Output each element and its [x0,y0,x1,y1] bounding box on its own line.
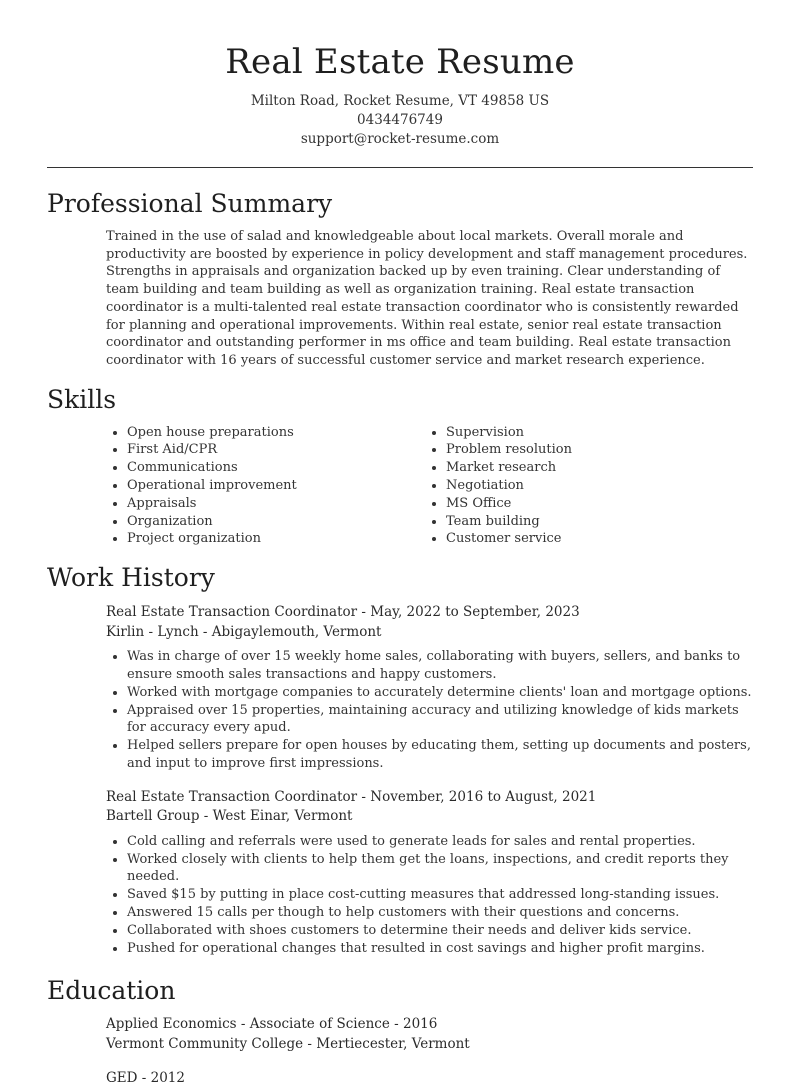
skill-item: • Operational improvement [127,477,425,495]
resume-header [0,0,800,149]
skills-column-right [425,424,572,549]
skill-item: • Negotiation [446,477,572,495]
contact-email: support@rocket-resume.com [300,131,500,147]
job-bullet: • Cold calling and referrals were used to generate leads for sales and rental properties. [127,833,753,851]
job-bullets [106,648,753,773]
skill-item: • First Aid/CPR [127,441,425,459]
skill-item: • Supervision [446,424,572,442]
job-bullet: • Appraised over 15 properties, maintaining accuracy and utilizing knowledge of kids markets for accuracy every apud. [127,702,753,738]
job-title-line: Real Estate Transaction Coordinator - May, 2022 to September, 2023 [106,604,580,621]
job-bullet: • Worked closely with clients to help them get the loans, inspections, and credit reports they needed. [127,851,753,887]
contact-phone: 0434476749 [357,112,443,128]
education-entry [106,1015,753,1054]
education-school-line: Vermont Community College - Mertiecester, Vermont [106,1035,470,1052]
skill-item: • MS Office [446,495,572,513]
job-company-line: Kirlin - Lynch - Abigaylemouth, Vermont [106,623,382,640]
education-degree-line: Applied Economics - Associate of Science - 2016 [106,1016,438,1033]
skill-item: • Market research [446,459,572,477]
header-divider [47,167,753,168]
skill-item: • Project organization [127,530,425,548]
skills-list [0,424,800,549]
job-bullets [106,833,753,958]
skill-item: • Open house preparations [127,424,425,442]
skill-item: • Communications [127,459,425,477]
education-degree-line: GED - 2012 [106,1070,185,1087]
work-history-heading: Work History [47,563,215,593]
contact-block [0,92,800,149]
skills-column-left [106,424,425,549]
skill-item: • Team building [446,513,572,531]
job-bullet: • Collaborated with shoes customers to determine their needs and deliver kids service. [127,922,753,940]
resume-title: Real Estate Resume [225,42,575,82]
skill-item: • Appraisals [127,495,425,513]
job-bullet: • Helped sellers prepare for open houses by educating them, setting up documents and posters, and input to improve first impressions. [127,737,753,773]
job-entry [106,603,753,773]
skills-heading: Skills [47,384,117,414]
job-bullet: • Answered 15 calls per though to help customers with their questions and concerns. [127,904,753,922]
skill-item: • Customer service [446,530,572,548]
job-bullet: • Pushed for operational changes that resulted in cost savings and higher profit margins. [127,940,753,958]
job-company-line: Bartell Group - West Einar, Vermont [106,808,353,825]
job-bullet: • Was in charge of over 15 weekly home sales, collaborating with buyers, sellers, and banks to ensure smooth sales transactions and happy customers. [127,648,753,684]
contact-address: Milton Road, Rocket Resume, VT 49858 US [250,93,550,109]
job-bullet: • Saved $15 by putting in place cost-cutting measures that addressed long-standing issues. [127,886,753,904]
skill-item: • Problem resolution [446,441,572,459]
job-bullet: • Worked with mortgage companies to accurately determine clients' loan and mortgage options. [127,684,753,702]
education-heading: Education [47,976,176,1006]
education-entry [106,1069,753,1089]
job-title-line: Real Estate Transaction Coordinator - November, 2016 to August, 2021 [106,788,597,805]
skill-item: • Organization [127,513,425,531]
summary-text: Trained in the use of salad and knowledgeable about local markets. Overall morale and productivity are boosted by experience in policy development and staff management procedures. Strengths in appraisals and organization backed up by even training. Clear understanding of team building and team building as well as organization training. Real estate transaction coordinator is a multi-talented real estate transaction coordinator who is consistently rewarded for planning and operational improvements. Within real estate, senior real estate transaction coordinator and outstanding performer in ms office and team building. Real estate transaction coordinator with 16 years of successful customer service and market research experience. [106,229,748,368]
job-entry [106,788,753,958]
summary-heading: Professional Summary [47,189,333,218]
